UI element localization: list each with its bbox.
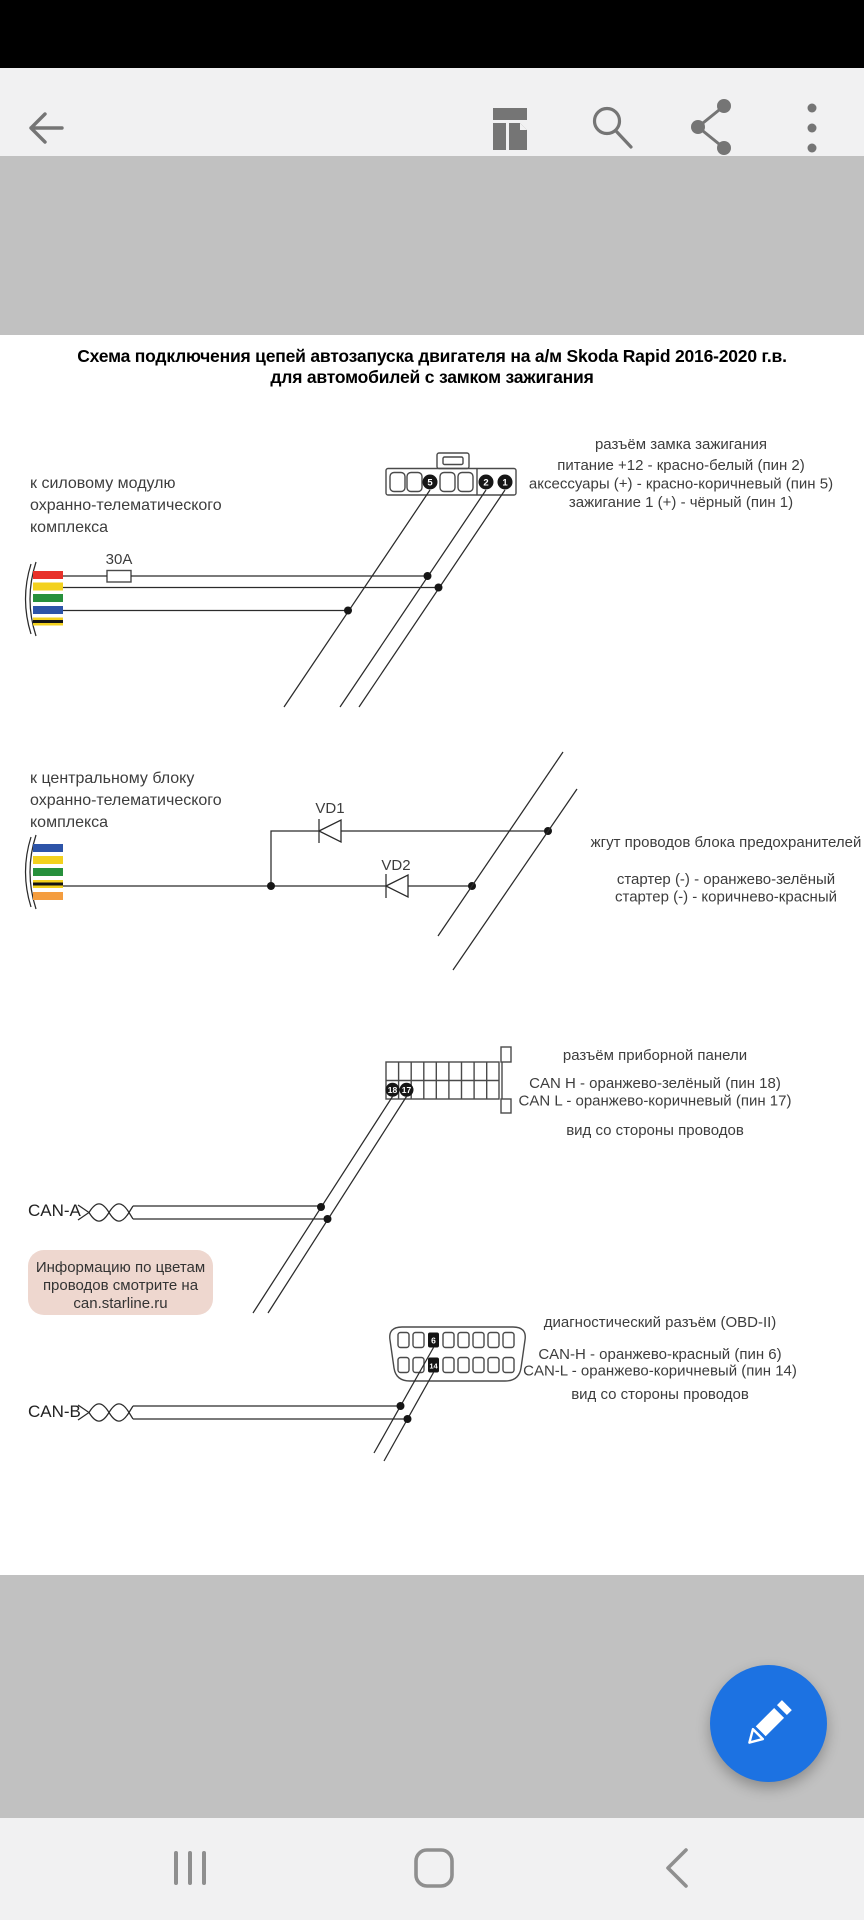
svg-text:Информацию по цветам: Информацию по цветам (35, 1259, 206, 1276)
obd2-connector-title: диагностический разъём (OBD-II) (543, 1314, 777, 1331)
svg-text:VD1: VD1 (315, 800, 345, 817)
section-starter-diodes (26, 752, 862, 970)
diode-vd1 (315, 800, 344, 843)
junction-dot (267, 882, 275, 890)
svg-text:2: 2 (483, 477, 489, 489)
share-icon[interactable] (691, 99, 731, 155)
ignition-connector (386, 453, 516, 495)
can-b-label: CAN-B (28, 1402, 81, 1421)
edit-fab-button[interactable] (710, 1665, 827, 1782)
dashboard-connector-title: разъём приборной панели (562, 1047, 748, 1064)
svg-text:зажигание 1 (+) - чёрный (пин: зажигание 1 (+) - чёрный (пин 1) (568, 494, 794, 511)
wire-side-view-note: вид со стороны проводов (566, 1122, 744, 1139)
svg-text:CAN H - оранжево-зелёный (пин: CAN H - оранжево-зелёный (пин 18) (529, 1075, 781, 1092)
junction-dot (344, 607, 352, 615)
ignition-connector-title: разъём замка зажигания (594, 436, 768, 453)
junction-dot (317, 1203, 325, 1211)
document-page[interactable] (0, 335, 864, 1575)
twisted-pair-can-b (78, 1404, 133, 1421)
svg-text:CAN-H - оранжево-красный (пин: CAN-H - оранжево-красный (пин 6) (538, 1346, 782, 1363)
wire-side-view-note: вид со стороны проводов (571, 1386, 749, 1403)
svg-text:аксессуары (+) - красно-коричн: аксессуары (+) - красно-коричневый (пин 5) (528, 475, 834, 493)
section-ignition-lock (26, 436, 834, 707)
pages-thumbnail-icon[interactable] (493, 108, 527, 150)
wire-bundle-power-module (26, 562, 64, 636)
wiring-diagram (0, 335, 864, 1575)
svg-text:5: 5 (427, 477, 433, 489)
can-starline-link: can.starline.ru (73, 1295, 168, 1312)
can-a-label: CAN-A (28, 1201, 81, 1220)
info-note-box (28, 1250, 213, 1315)
fusebox-harness-title: жгут проводов блока предохранителей (590, 834, 862, 851)
junction-dot (424, 572, 432, 580)
diagram-title-line2: для автомобилей с замком зажигания (270, 367, 594, 387)
svg-text:охранно-телематического: охранно-телематического (30, 792, 222, 809)
back-button-nav[interactable] (668, 1850, 686, 1886)
junction-dot (435, 584, 443, 592)
section-obd-can-b (28, 1314, 797, 1461)
svg-text:VD2: VD2 (381, 857, 411, 874)
app-toolbar (0, 68, 864, 156)
svg-text:6: 6 (431, 1335, 436, 1346)
junction-dot (404, 1415, 412, 1423)
system-navbar (0, 1818, 864, 1920)
junction-dot (397, 1402, 405, 1410)
overflow-menu-icon[interactable] (808, 104, 817, 153)
fuse-label: 30А (105, 551, 133, 568)
pencil-icon (744, 1700, 791, 1747)
diagram-title-line1: Схема подключения цепей автозапуска двигателя на а/м Skoda Rapid 2016-2020 г.в. (77, 346, 787, 366)
svg-text:CAN-L - оранжево-коричневый (п: CAN-L - оранжево-коричневый (пин 14) (523, 1362, 797, 1380)
twisted-pair-can-a (78, 1204, 133, 1221)
svg-text:питание +12 - красно-белый (пи: питание +12 - красно-белый (пин 2) (557, 457, 805, 474)
status-bar (0, 0, 864, 68)
svg-text:CAN L - оранжево-коричневый (: CAN L - оранжево-коричневый (пин 17) (518, 1092, 792, 1110)
junction-dot (324, 1215, 332, 1223)
back-button[interactable] (31, 114, 62, 142)
svg-text:1: 1 (502, 477, 508, 489)
svg-text:18: 18 (387, 1085, 398, 1095)
dashboard-connector (386, 1047, 512, 1113)
central-unit-label: к центральному блоку (30, 770, 195, 787)
recents-button[interactable] (176, 1853, 204, 1883)
svg-text:охранно-телематического: охранно-телематического (30, 497, 222, 514)
search-icon[interactable] (595, 109, 632, 148)
svg-text:комплекса: комплекса (30, 814, 109, 831)
power-module-label: к силовому модулю (30, 475, 176, 492)
wire-bundle-central-unit (26, 835, 64, 909)
svg-text:проводов смотрите на: проводов смотрите на (42, 1277, 199, 1294)
obd2-connector (390, 1327, 526, 1381)
svg-text:стартер (-) - коричнево-красны: стартер (-) - коричнево-красный (615, 888, 837, 906)
home-button[interactable] (416, 1850, 452, 1886)
svg-text:стартер (-) - оранжево-зелёный: стартер (-) - оранжево-зелёный (616, 871, 836, 888)
fuse-symbol (107, 571, 131, 583)
svg-text:17: 17 (401, 1085, 412, 1095)
svg-text:14: 14 (429, 1361, 438, 1371)
svg-text:комплекса: комплекса (30, 519, 109, 536)
diode-vd2 (381, 857, 410, 898)
